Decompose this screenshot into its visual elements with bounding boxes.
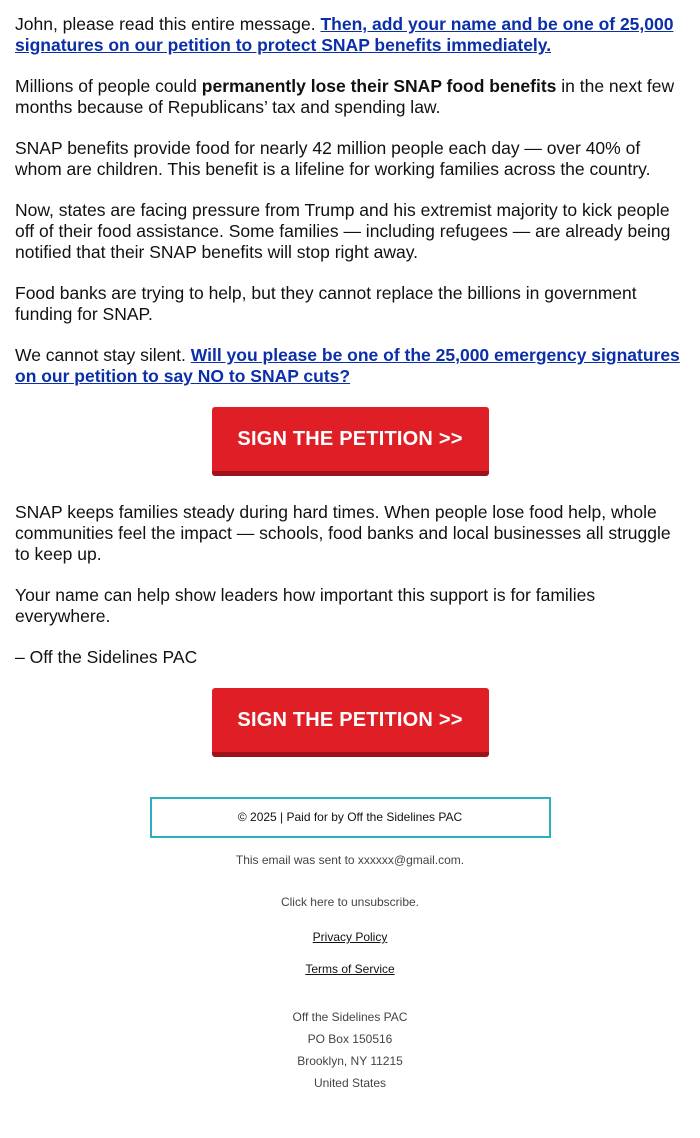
sign-button-container-1 — [15, 407, 685, 476]
intro-paragraph — [15, 14, 685, 56]
paragraph-your-name: Your name can help show leaders how important this support is for families everywhere. — [15, 585, 596, 626]
sign-button-container-2 — [15, 688, 685, 757]
sign-petition-button-1[interactable]: SIGN THE PETITION >> — [212, 407, 489, 476]
para2-after: in the next few months because of Republicans’ tax and spending law. — [15, 76, 675, 117]
paragraph-food-banks: Food banks are trying to help, but they cannot replace the billions in government funding for SNAP. — [15, 283, 637, 324]
email-footer — [15, 797, 685, 1094]
sign-petition-button-2[interactable]: SIGN THE PETITION >> — [212, 688, 489, 757]
signoff: – Off the Sidelines PAC — [15, 647, 198, 667]
intro-lead-text: John, please read this entire message. — [15, 14, 321, 34]
address-line: United States — [313, 1076, 387, 1090]
petition-link-middle[interactable]: Will you please be one of the 25,000 emergency signatures on our petition to say NO to SNAP cuts? — [15, 345, 680, 386]
address-line: Brooklyn, NY 11215 — [297, 1054, 403, 1068]
paragraph-snap-stats: SNAP benefits provide food for nearly 42 million people each day — over 40% of whom are children. This benefit is a lifeline for working families across the country. — [15, 138, 651, 179]
paragraph-families-steady: SNAP keeps families steady during hard times. When people lose food help, whole communities feel the impact — schools, food banks and local businesses all struggle to keep up. — [15, 502, 671, 564]
terms-of-service-link[interactable]: Terms of Service — [305, 962, 395, 976]
paragraph-call-to-action — [15, 345, 685, 387]
address-line: PO Box 150516 — [307, 1032, 393, 1046]
paragraph-state-pressure: Now, states are facing pressure from Trump and his extremist majority to kick people off of their food assistance. Some families — including refugees — are already being notified that their SNAP benefits will stop right away. — [15, 200, 671, 262]
paragraph-benefits-loss — [15, 76, 685, 118]
sent-to-notice: This email was sent to xxxxxx@gmail.com. — [235, 853, 465, 867]
cta-lead-text: We cannot stay silent. — [15, 345, 191, 365]
mailing-address — [15, 1006, 685, 1094]
para2-bold: permanently lose their SNAP food benefits — [201, 76, 557, 96]
petition-link-top[interactable]: Then, add your name and be one of 25,000 signatures on our petition to protect SNAP benefits immediately. — [15, 14, 674, 55]
para2-before: Millions of people could — [15, 76, 202, 96]
privacy-policy-link[interactable]: Privacy Policy — [312, 930, 388, 944]
address-line: Off the Sidelines PAC — [292, 1010, 408, 1024]
unsubscribe-link[interactable]: Click here to unsubscribe. — [280, 895, 420, 909]
paid-for-disclaimer: © 2025 | Paid for by Off the Sidelines PAC — [150, 797, 551, 838]
